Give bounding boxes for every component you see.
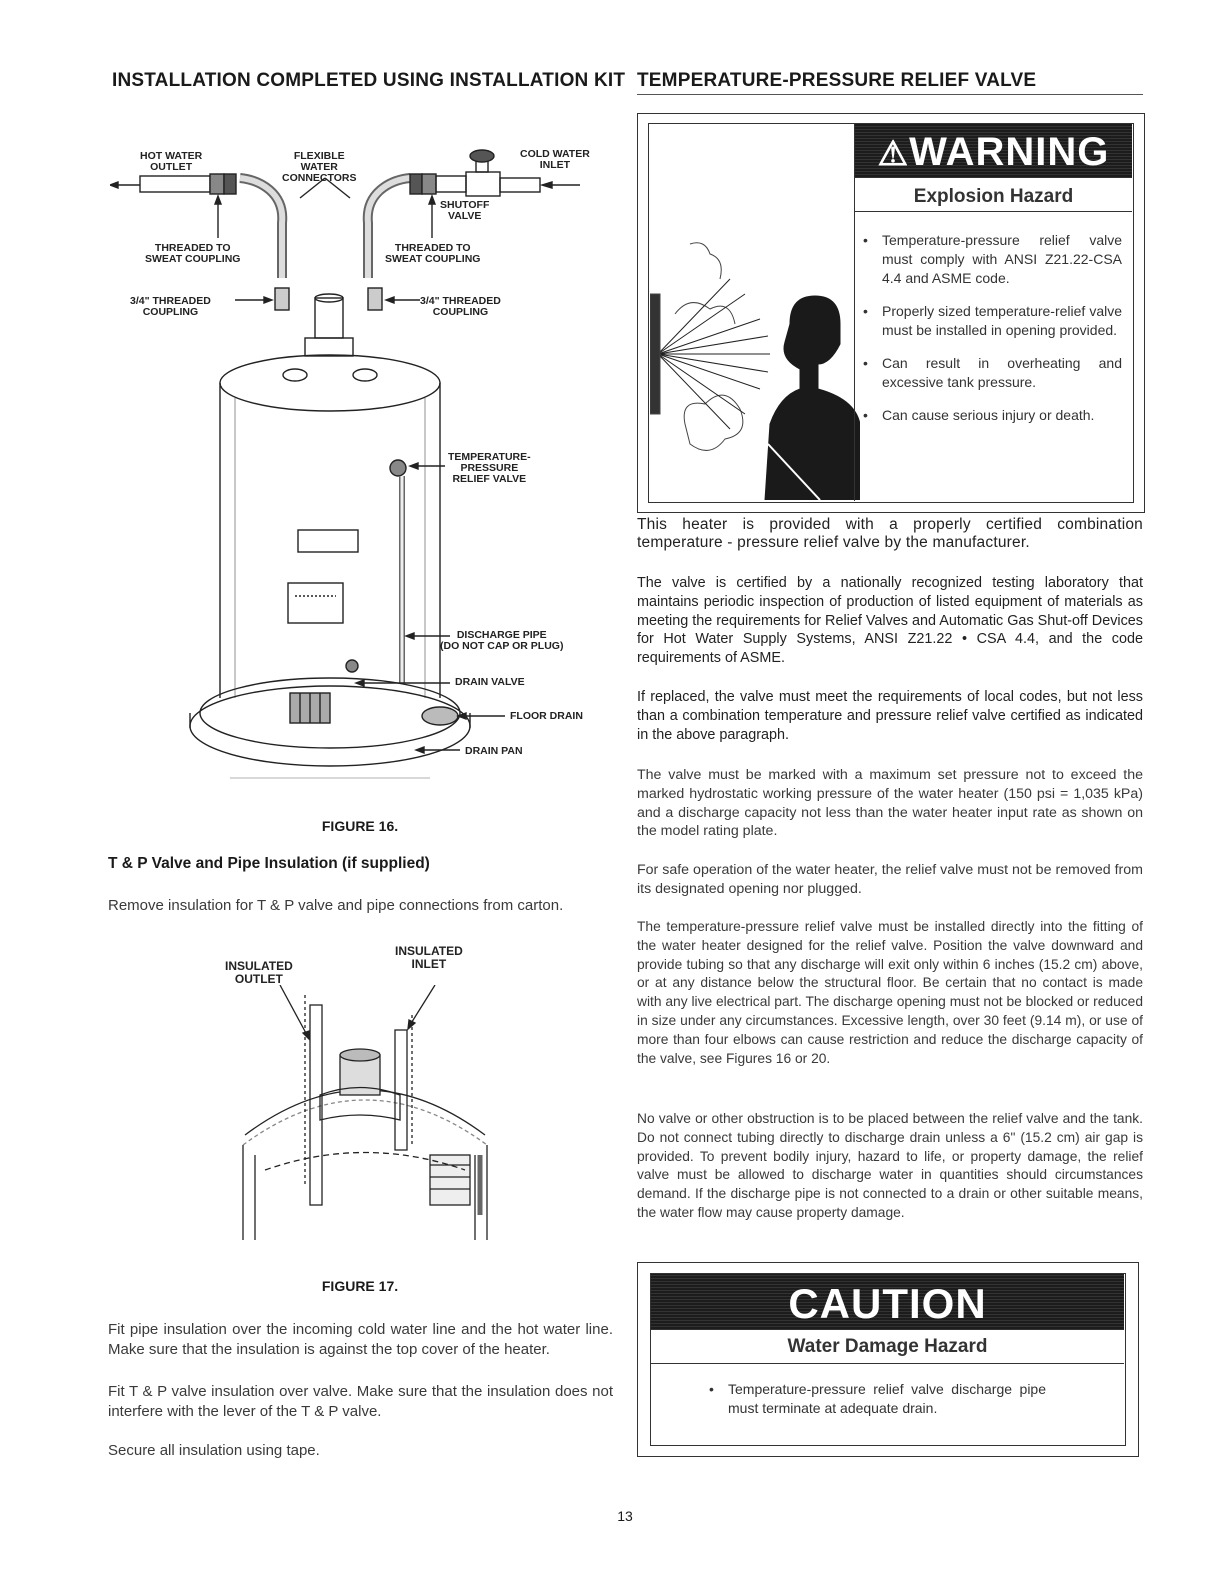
caution-box	[637, 1262, 1139, 1457]
figure-17-illustration	[225, 985, 505, 1245]
figure-17-caption: FIGURE 17.	[321, 1278, 399, 1294]
label-tp-valve: TEMPERATURE- PRESSURE RELIEF VALVE	[448, 451, 531, 485]
label-shutoff-valve: SHUTOFF VALVE	[440, 199, 490, 222]
warning-banner-text: WARNING	[909, 130, 1110, 174]
label-cold-water-inlet: COLD WATER INLET	[520, 148, 590, 171]
label-insulated-outlet: INSULATED OUTLET	[225, 959, 293, 986]
right-paragraph-5: For safe operation of the water heater, the relief valve must not be removed from its designated opening nor plugged.	[637, 862, 1143, 897]
caution-bullet-list	[706, 1380, 1046, 1418]
right-paragraph-3: If replaced, the valve must meet the requirements of local codes, but not less than a combination temperature and pressure relief valve certified as indicated in the above paragraph.	[637, 689, 1143, 743]
caution-hazard-title: Water Damage Hazard	[787, 1336, 988, 1357]
label-discharge-pipe: DISCHARGE PIPE (DO NOT CAP OR PLUG)	[440, 629, 564, 652]
label-floor-drain: FLOOR DRAIN	[510, 710, 583, 722]
left-paragraph-2: Fit T & P valve insulation over valve. Make sure that the insulation does not interfere with the lever of the T & P valve.	[108, 1383, 613, 1420]
right-paragraph-7: No valve or other obstruction is to be placed between the relief valve and the tank. Do not connect tubing directly to discharge drain unless a 6" (15.2 cm) air gap is provided. To prevent bodily injury, hazard to life, or property damage, the relief valve must be allowed to discharge water in quantities should circumstances demand. If the discharge pipe is not connected to a drain or other suitable means, the water flow may cause property damage.	[637, 1111, 1143, 1220]
label-coupling-right: 3/4" THREADED COUPLING	[420, 295, 501, 318]
label-flexible-connectors: FLEXIBLE WATER CONNECTORS	[282, 150, 357, 184]
right-paragraph-1: This heater is provided with a properly certified combination temperature - pressure relief valve by the manufacturer.	[637, 516, 1143, 551]
insulation-intro: Remove insulation for T & P valve and pipe connections from carton.	[108, 897, 564, 914]
right-section-heading: TEMPERATURE-PRESSURE RELIEF VALVE	[637, 70, 1037, 91]
right-paragraph-6: The temperature-pressure relief valve must be installed directly into the fitting of the water heater designed for the relief valve. Position the valve downward and provide tubing so that any discharge will exit only within 6 inches (15.2 cm) above, or at any distance below the structural floor. Be certain that no contact is made with any live electrical part. The discharge opening must not be blocked or reduced in size under any circumstances. Excessive length, over 30 feet (9.14 m), or use of more than four elbows can cause restriction and reduce the discharge capacity of the valve, see Figures 16 or 20.	[637, 919, 1143, 1066]
warning-bullet-3: • Can result in overheating and excessive tank pressure.	[860, 354, 1122, 392]
warning-bullet-list	[860, 231, 1122, 425]
warning-hazard-title: Explosion Hazard	[913, 186, 1074, 207]
heading-rule	[637, 94, 1143, 95]
insulation-heading: T & P Valve and Pipe Insulation (if supplied)	[108, 855, 430, 872]
label-insulated-inlet: INSULATED INLET	[395, 944, 463, 971]
label-drain-pan: DRAIN PAN	[465, 745, 523, 757]
label-threaded-sweat-left: THREADED TO SWEAT COUPLING	[145, 242, 241, 265]
left-paragraph-3: Secure all insulation using tape.	[108, 1442, 320, 1459]
warning-banner	[855, 124, 1132, 178]
page-number: 13	[617, 1508, 633, 1524]
label-threaded-sweat-right: THREADED TO SWEAT COUPLING	[385, 242, 481, 265]
right-paragraph-2: The valve is certified by a nationally recognized testing laboratory that maintains periodic inspection of production of listed equipment of materials as meeting the requirements for Relief Valves and Automatic Gas Shut-off Devices for Hot Water Supply Systems, ANSI Z21.22 • CSA 4.4, and the code requirements of ASME.	[637, 575, 1143, 667]
right-paragraph-4: The valve must be marked with a maximum set pressure not to exceed the marked hydrostatic working pressure of the water heater (150 psi = 1,035 kPa) and a discharge capacity not less than the water heater input rate as shown on the model rating plate.	[637, 767, 1143, 840]
label-coupling-left: 3/4" THREADED COUPLING	[130, 295, 211, 318]
caution-bullet-1: • Temperature-pressure relief valve discharge pipe must terminate at adequate drain.	[706, 1380, 1046, 1418]
warning-bullet-2: • Properly sized temperature-relief valve must be installed in opening provided.	[860, 302, 1122, 340]
explosion-illustration	[650, 224, 860, 500]
warning-hazard-rule	[855, 211, 1132, 212]
caution-hazard-rule	[651, 1363, 1124, 1364]
label-hot-water-outlet: HOT WATER OUTLET	[140, 150, 203, 173]
warning-box	[637, 113, 1145, 513]
caution-banner: CAUTION	[651, 1274, 1124, 1330]
figure-16-caption: FIGURE 16.	[321, 818, 399, 834]
left-paragraph-1: Fit pipe insulation over the incoming cold water line and the hot water line. Make sure that the insulation is against the top cover of the heater.	[108, 1321, 613, 1358]
label-drain-valve: DRAIN VALVE	[455, 676, 525, 688]
left-section-heading: INSTALLATION COMPLETED USING INSTALLATION KIT	[112, 70, 626, 91]
warning-triangle-icon: ⚠	[877, 135, 910, 173]
warning-bullet-1: • Temperature-pressure relief valve must comply with ANSI Z21.22-CSA 4.4 and ASME code.	[860, 231, 1122, 288]
warning-bullet-4: • Can cause serious injury or death.	[860, 406, 1122, 425]
